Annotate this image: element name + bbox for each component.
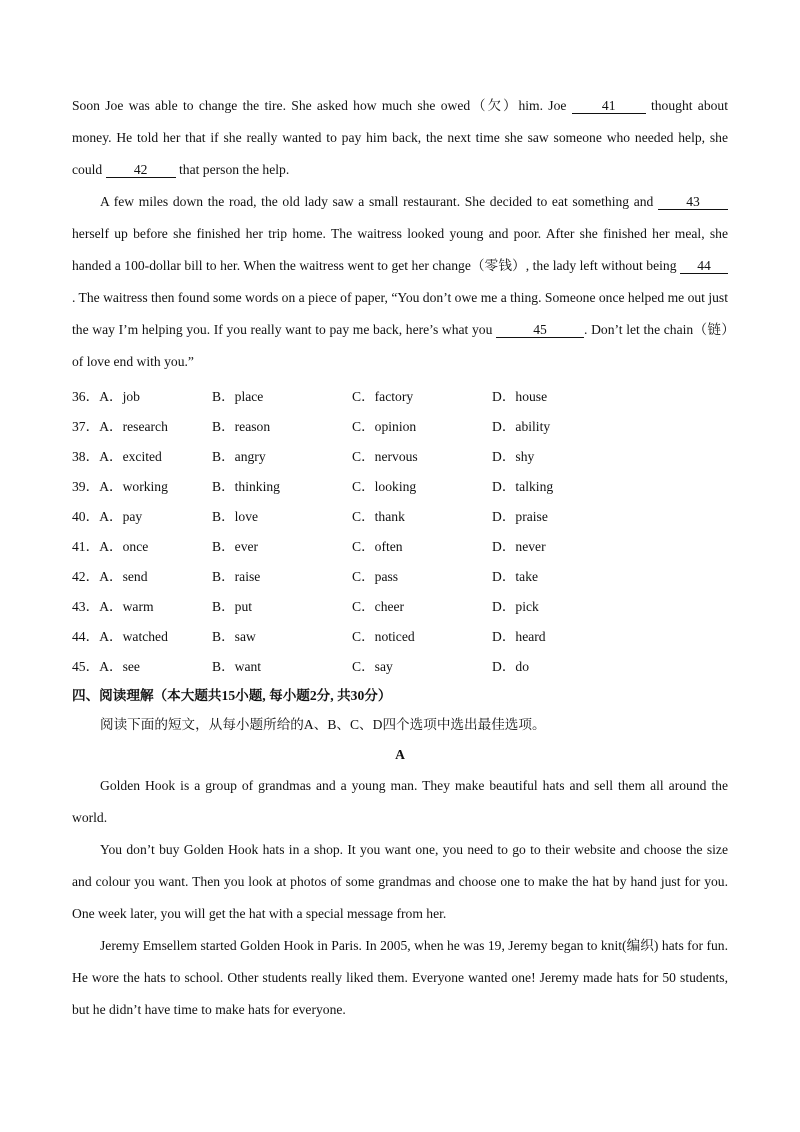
option-c: C．opinion: [352, 419, 417, 434]
question-row: [72, 470, 728, 500]
question-row: [72, 620, 728, 650]
question-row: [72, 410, 728, 440]
text-run: herself up before she finished her trip home. The waitress looked young and poor. After she finished her meal, she handed a 100-dollar bill to her. When the waitress went to get her change（零钱）, the lady left without being: [72, 226, 728, 273]
question-row: [72, 560, 728, 590]
option-b: B．angry: [212, 449, 266, 464]
text-run: A few miles down the road, the old lady saw a small restaurant. She decided to eat something and: [100, 194, 658, 209]
option-c: C．noticed: [352, 629, 415, 644]
option-d: D．shy: [492, 449, 535, 464]
text-run: . The waitress then found some words on a piece of paper, “You don’t owe me a thing. Someone once helped me out just the way I’m helping you. If you really want to pay me back, here’s what you: [72, 290, 728, 337]
option-a: 38．A．excited: [72, 449, 162, 464]
option-c: C．say: [352, 659, 393, 674]
option-a: 39．A．working: [72, 479, 168, 494]
option-d: D．never: [492, 539, 546, 554]
blank-42: 42: [106, 162, 176, 178]
question-row: [72, 590, 728, 620]
option-c: C．thank: [352, 509, 405, 524]
option-b: B．place: [212, 389, 264, 404]
option-a: 36．A．job: [72, 389, 140, 404]
option-c: C．often: [352, 539, 403, 554]
question-row: [72, 440, 728, 470]
option-c: C．factory: [352, 389, 414, 404]
reading-paragraph: You don’t buy Golden Hook hats in a shop. It you want one, you need to go to their website and choose the size and colour you want. Then you look at photos of some grandmas and choose one to make the hat by hand just for you. One week later, you will get the hat with a special message from her.: [72, 842, 728, 921]
text-run: that person the help.: [175, 162, 290, 177]
text-run: . Don’t let the chain（链）of love end with you.”: [72, 322, 728, 369]
option-a: 37．A．research: [72, 419, 168, 434]
cloze-paragraph-2: [72, 186, 728, 378]
answer-options: [72, 380, 728, 680]
section-instruction: 阅读下面的短文，从每小题所给的A、B、C、D四个选项中选出最佳选项。: [100, 717, 546, 732]
option-a: 44．A．watched: [72, 629, 168, 644]
question-row: [72, 530, 728, 560]
passage-label: A: [395, 747, 405, 762]
option-b: B．put: [212, 599, 253, 614]
exam-page: [72, 90, 728, 1026]
question-row: [72, 500, 728, 530]
option-a: 41．A．once: [72, 539, 149, 554]
option-d: D．do: [492, 659, 530, 674]
cloze-paragraph-1: [72, 90, 728, 186]
reading-paragraph: Golden Hook is a group of grandmas and a young man. They make beautiful hats and sell them all around the world.: [72, 778, 728, 825]
option-d: D．take: [492, 569, 539, 584]
option-d: D．heard: [492, 629, 546, 644]
option-b: B．love: [212, 509, 259, 524]
option-a: 42．A．send: [72, 569, 148, 584]
question-row: [72, 650, 728, 680]
option-c: C．nervous: [352, 449, 418, 464]
option-b: B．reason: [212, 419, 271, 434]
option-a: 43．A．warm: [72, 599, 154, 614]
option-d: D．talking: [492, 479, 554, 494]
section-heading: 四、阅读理解（本大题共15小题, 每小题2分, 共30分）: [72, 688, 392, 703]
option-d: D．ability: [492, 419, 551, 434]
option-c: C．cheer: [352, 599, 405, 614]
blank-43: 43: [658, 194, 728, 210]
reading-paragraph: Jeremy Emsellem started Golden Hook in Paris. In 2005, when he was 19, Jeremy began to knit(编织) hats for fun. He wore the hats to school. Other students really liked them. Everyone wanted one! Jeremy made hats for 50 students, but he didn’t have time to make hats for everyone.: [72, 938, 728, 1017]
option-b: B．saw: [212, 629, 256, 644]
option-b: B．want: [212, 659, 262, 674]
option-d: D．pick: [492, 599, 539, 614]
option-d: D．praise: [492, 509, 548, 524]
option-d: D．house: [492, 389, 548, 404]
option-a: 45．A．see: [72, 659, 140, 674]
text-run: Soon Joe was able to change the tire. She asked how much she owed（欠）him. Joe: [72, 98, 572, 113]
blank-45: 45: [496, 322, 584, 338]
option-c: C．pass: [352, 569, 399, 584]
option-b: B．raise: [212, 569, 261, 584]
option-b: B．thinking: [212, 479, 280, 494]
blank-44: 44: [680, 258, 728, 274]
option-a: 40．A．pay: [72, 509, 143, 524]
blank-41: 41: [572, 98, 646, 114]
text-run: thought about money. He told her that if she really wanted to pay him back, the next time she saw someone who needed help, she could: [72, 98, 728, 177]
option-b: B．ever: [212, 539, 259, 554]
question-row: [72, 380, 728, 410]
option-c: C．looking: [352, 479, 417, 494]
